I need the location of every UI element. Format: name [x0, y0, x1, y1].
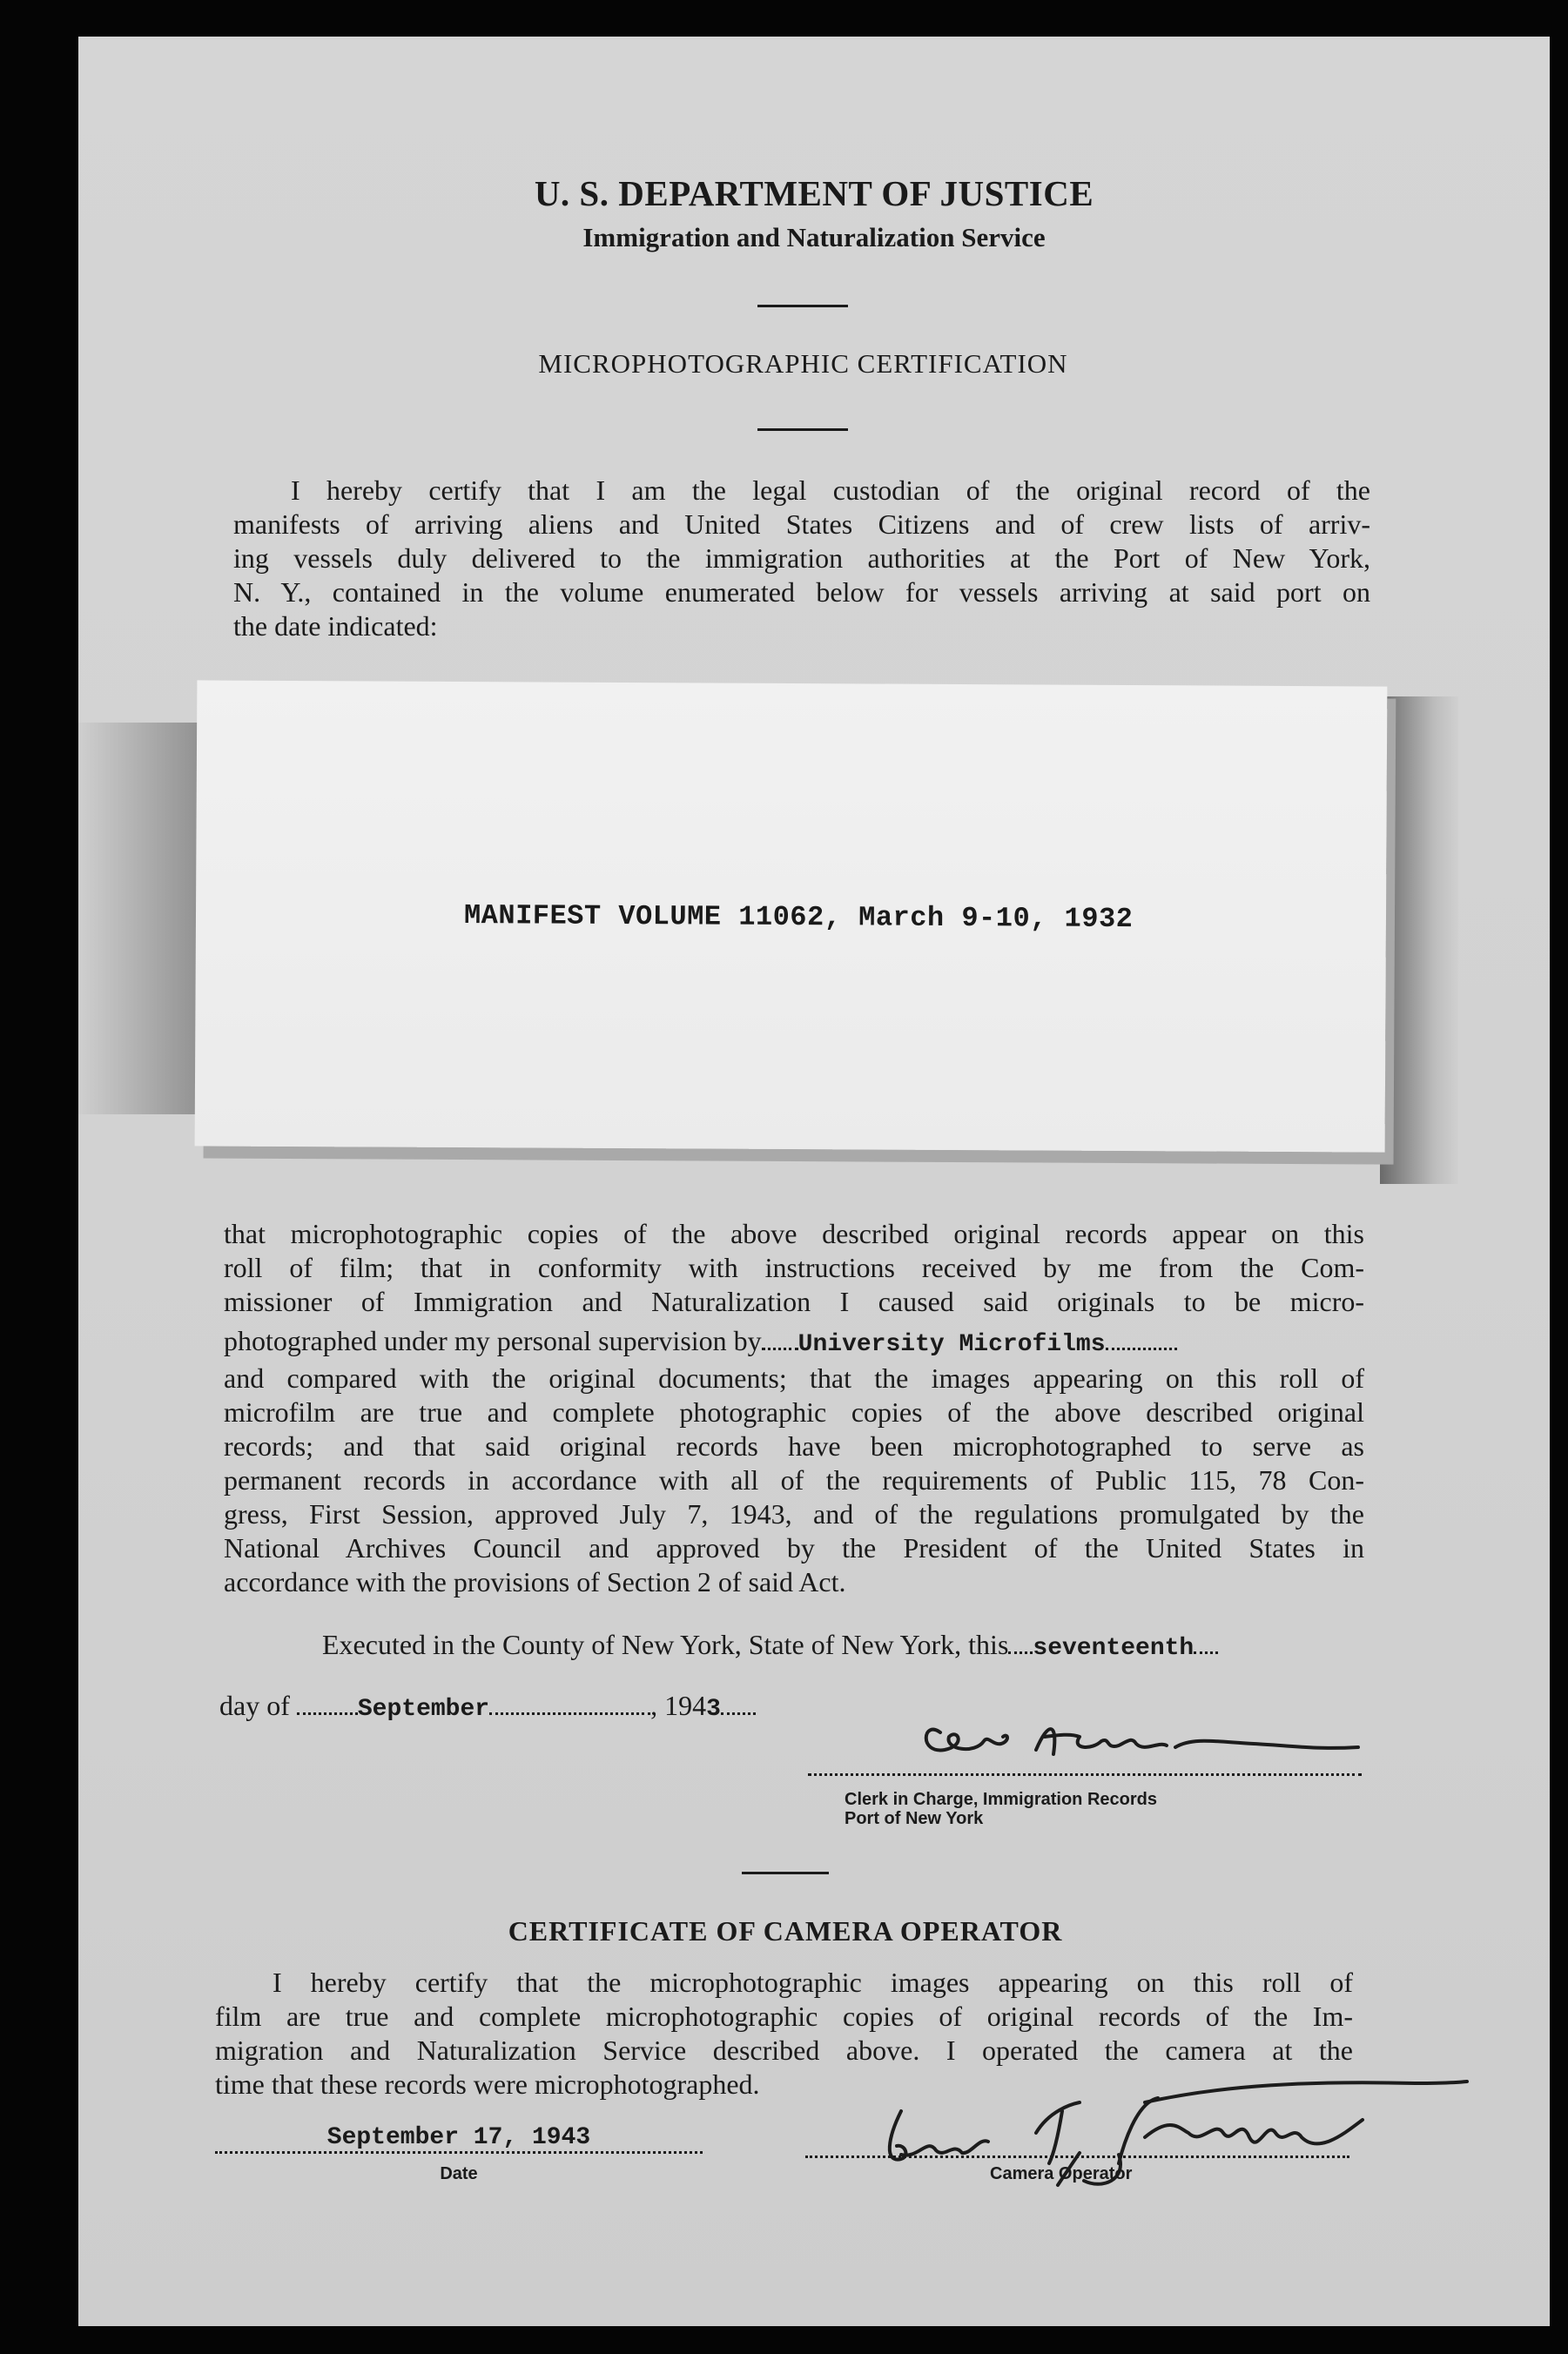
intro-line: N. Y., contained in the volume enumerated below for vessels arriving at said port on: [233, 576, 1370, 608]
intro-line: the date indicated:: [233, 610, 438, 642]
supervision-prefix: photographed under my personal supervision by: [224, 1325, 762, 1356]
clerk-title-line: Clerk in Charge, Immigration Records: [845, 1790, 1157, 1809]
body-line: records; and that said original records have been microphotographed to serve as: [224, 1430, 1364, 1462]
camera-certificate-title: CERTIFICATE OF CAMERA OPERATOR: [508, 1915, 1063, 1947]
clerk-title-line: Port of New York: [845, 1809, 984, 1828]
date-field: [215, 2124, 703, 2154]
manifest-card: [195, 680, 1388, 1152]
body-line: permanent records in accordance with all of the requirements of Public 115, 78 Con-: [224, 1464, 1364, 1496]
manifest-volume-label: MANIFEST VOLUME 11062, March 9-10, 1932: [463, 899, 1134, 936]
clerk-signature: [905, 1702, 1376, 1780]
service-subheading: Immigration and Naturalization Service: [582, 222, 1046, 252]
intro-line: ing vessels duly delivered to the immigration authorities at the Port of New York,: [233, 542, 1370, 574]
body-line: roll of film; that in conformity with instructions received by me from the Com-: [224, 1252, 1364, 1283]
body-line: missioner of Immigration and Naturalization I caused said originals to be micro-: [224, 1286, 1364, 1317]
execution-date-line: [219, 1689, 756, 1726]
divider-rule: [742, 1872, 829, 1874]
body-line: and compared with the original documents; that the images appearing on this roll of: [224, 1362, 1364, 1394]
body-line: microfilm are true and complete photographic copies of the above described original: [224, 1396, 1364, 1428]
supervision-line: [224, 1324, 1364, 1362]
department-heading: U. S. DEPARTMENT OF JUSTICE: [534, 173, 1094, 213]
clerk-signature-line: [808, 1773, 1362, 1776]
operator-signature-line: [805, 2156, 1349, 2158]
body-line: that microphotographic copies of the above described original records appear on this: [224, 1218, 1364, 1249]
intro-paragraph: [233, 474, 1370, 643]
execution-line: [322, 1628, 1218, 1665]
divider-rule: [757, 305, 848, 307]
card-shadow: [1380, 696, 1458, 1184]
day-of-label: day of: [219, 1690, 290, 1721]
camera-operator-label: Camera Operator: [990, 2164, 1133, 2183]
body-line: gress, First Session, approved July 7, 1943, and of the regulations promulgated by the: [224, 1498, 1364, 1530]
intro-line: I hereby certify that I am the legal custodian of the original record of the: [291, 474, 1370, 506]
divider-rule: [757, 428, 848, 431]
operator-signature: [858, 2050, 1476, 2198]
card-shadow: [78, 723, 205, 1114]
camera-line: time that these records were microphotographed.: [215, 2068, 760, 2100]
year-digit: 3: [706, 1696, 721, 1723]
body-line: accordance with the provisions of Section 2 of said Act.: [224, 1566, 846, 1597]
body-line: National Archives Council and approved by the President of the United States in: [224, 1532, 1364, 1564]
date-value: September 17, 1943: [326, 2124, 591, 2151]
execution-day: seventeenth: [1033, 1635, 1195, 1662]
camera-line: migration and Naturalization Service described above. I operated the camera at the: [215, 2035, 1353, 2066]
intro-line: manifests of arriving aliens and United States Citizens and of crew lists of arriv-: [233, 508, 1370, 540]
body-paragraph: [224, 1217, 1364, 1599]
year-prefix: , 194: [650, 1690, 707, 1721]
camera-line: film are true and complete microphotographic copies of original records of the Im-: [215, 2001, 1353, 2032]
camera-line: I hereby certify that the microphotographic images appearing on this roll of: [273, 1967, 1353, 1998]
execution-month: September: [357, 1696, 490, 1723]
certification-title: MICROPHOTOGRAPHIC CERTIFICATION: [538, 348, 1068, 379]
date-label: Date: [440, 2164, 478, 2183]
clerk-title: [845, 1790, 1157, 1828]
supervision-name: University Microfilms: [797, 1331, 1106, 1358]
execution-prefix: Executed in the County of New York, State of New York, this: [322, 1629, 1009, 1660]
